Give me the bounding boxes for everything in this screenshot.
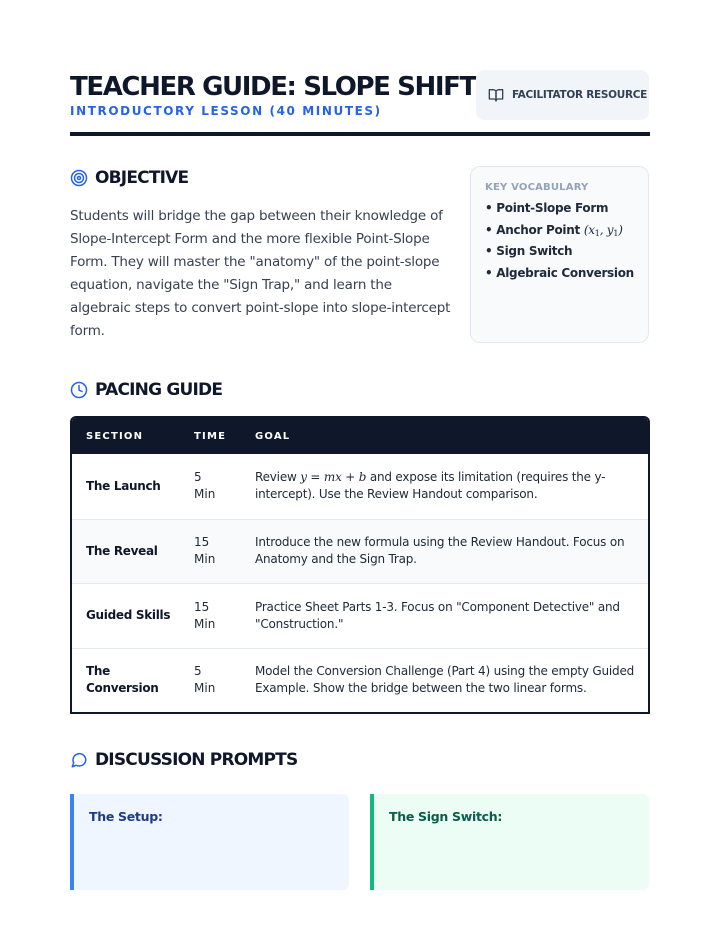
pacing-heading (70, 378, 222, 402)
anchor-point-math: ($x_1$, $y_1$) (583, 222, 623, 238)
slope-intercept-math: y = mx + b (300, 470, 367, 485)
table-header (72, 418, 648, 454)
page-header (70, 70, 650, 122)
table-row (72, 454, 648, 519)
header-divider (70, 132, 650, 136)
table-row (72, 648, 648, 713)
page-title: TEACHER GUIDE: SLOPE SHIFT (70, 72, 476, 102)
clock-icon (70, 381, 88, 399)
row-goal: Model the Conversion Challenge (Part 4) using the empty Guided Example. Show the bridge between the two linear forms. (255, 664, 635, 696)
teacher-guide-page (70, 0, 650, 932)
prompt-card-title: The Sign Switch: (389, 809, 503, 824)
row-time: 15 Min (194, 599, 216, 631)
column-header-time: TIME (194, 430, 227, 442)
vocab-list (485, 201, 648, 287)
vocab-item: • Algebraic Conversion (485, 266, 648, 288)
objective-title: OBJECTIVE (95, 168, 189, 188)
vocab-item: • Point-Slope Form (485, 201, 648, 223)
badge-label: FACILITATOR RESOURCE (512, 89, 648, 101)
vocab-title: KEY VOCABULARY (485, 182, 589, 193)
table-row (72, 519, 648, 584)
key-vocabulary-box (470, 166, 649, 343)
book-open-icon (487, 87, 505, 103)
vocab-item: • Anchor Point ($x_1$, $y_1$) (485, 223, 648, 245)
discussion-heading (70, 748, 297, 772)
discussion-cards (70, 794, 650, 890)
row-time: 5 Min (194, 470, 216, 502)
objective-heading (70, 166, 188, 190)
prompt-card-title: The Setup: (89, 809, 163, 824)
pacing-title: PACING GUIDE (95, 380, 223, 400)
objective-text: Students will bridge the gap between their knowledge of Slope-Intercept Form and the more flexible Point-Slope Form. They will master the "anatomy" of the point-slope equation, navigate the "Sign Trap," and learn the algebraic steps to convert point-slope into slope-intercept form. (70, 208, 451, 339)
column-header-goal: GOAL (255, 430, 291, 442)
prompt-card-setup (70, 794, 349, 890)
pacing-table (70, 416, 650, 714)
facilitator-resource-badge (476, 70, 649, 120)
discussion-title: DISCUSSION PROMPTS (95, 750, 298, 770)
column-header-section: SECTION (86, 430, 144, 442)
target-icon (70, 169, 88, 187)
row-goal: Review y = mx + b and expose its limitation (requires the y-intercept). Use the Review Handout comparison. (255, 470, 606, 502)
row-section: The Launch (86, 478, 161, 493)
vocab-item: • Sign Switch (485, 244, 648, 266)
prompt-card-sign-switch (370, 794, 649, 890)
table-body (72, 454, 648, 712)
row-time: 5 Min (194, 664, 216, 696)
chat-bubble-icon (70, 751, 88, 769)
row-goal: Practice Sheet Parts 1-3. Focus on "Component Detective" and "Construction." (255, 599, 620, 631)
row-section: The Conversion (86, 664, 159, 696)
row-section: The Reveal (86, 543, 158, 558)
row-section: Guided Skills (86, 608, 171, 623)
row-time: 15 Min (194, 535, 216, 567)
page-subtitle: INTRODUCTORY LESSON (40 MINUTES) (70, 104, 382, 118)
row-goal: Introduce the new formula using the Review Handout. Focus on Anatomy and the Sign Trap. (255, 535, 625, 567)
table-row (72, 583, 648, 648)
